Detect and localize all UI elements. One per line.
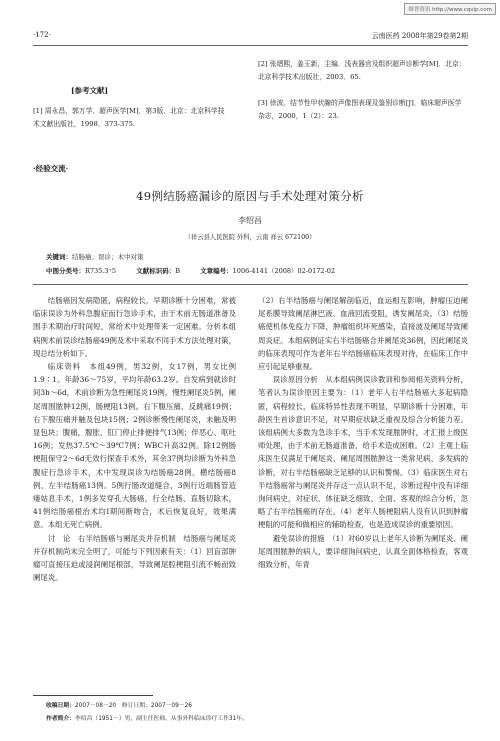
body-column-right	[258, 294, 468, 571]
meta-rule	[33, 284, 468, 285]
footnote-author	[46, 713, 248, 722]
footnote-author-text: 李绍昌（1951－）男，副主任医师，从事外科临床诊疗工作31年。	[75, 716, 248, 722]
reference-1: [1] 周永昌，郭万学．超声医学[M]．第3版．北京：北京科学技术文献出版社，1998．373-375.	[33, 107, 225, 128]
reference-2: [2] 张缙熙，姜玉新，主编．浅表器官及组织超声诊断学[M]．北京：北京科学技术出版社，2003．65.	[258, 60, 466, 81]
header-rule	[33, 45, 468, 46]
doc-code-label: 文献标识码：	[136, 267, 176, 275]
article-number: 1006-4141（2008）02-0172-02	[232, 267, 335, 275]
paragraph-clinical-data: 临床资料 本组49例，男32例，女17例，男女比例1.9∶1。年龄36～75岁，平均年龄63.2岁。自发病到就诊时间3h～6d，术前诊断为急性阑尾炎19例，慢性阑尾炎5例，阑尾周围脓肿12例，肠梗阻13例。右下腹压痛、反跳痛19例；右下腹压痛并触及包块15例；2例诊断慢性阑尾炎，未触及明显包块；腹痛，腹胀、肛门停止排便排气13例；伴恶心、呕吐16例；发热37.5℃～39℃7例；WBC升高32例。除12例肠梗阻保守2～6d无效行探查手术外，其余37例均诊断为外科急腹症行急诊手术，术中发现误诊为结肠癌28例、横结肠癌8例、左半结肠癌13例。5例行肠改道缝合，3例行近端肠管造瘘姑息手术，1例多发穿孔大肠癌，行全结肠、直肠切除术，41例结肠癌根治术均Ⅰ期间断吻合，术后恢复良好，效果满意。本组无死亡病例。	[33, 362, 236, 530]
doc-code: B	[175, 267, 181, 275]
section-label: ·经验交流·	[33, 164, 69, 173]
footnote-received-text: 2007－08－20 修订日期：2007－09－26	[75, 703, 192, 709]
references-heading: [参考文献]	[71, 86, 109, 95]
paragraph-misdiagnosis-causes: 误诊原因分析 从本组病例误诊教训和参阅相关资料分析，笔者认为误诊原因主要为：（1）老年人右半结肠癌大多起病隐匿，病程较长，临床特异性表现不明显，早期诊断十分困难，年龄医生首诊意识不足，对早期症状缺乏重视及综合分析能力差。该组病例大多数为急诊手术，当手术发现脓肿时，才汇报上级医师处理，由于术前无肠道准备，给手术造成困难。（2）主观上临床医生仅满足于阑尾炎、阑尾周围脓肿这一类常见病、多发病的诊断，对右半结肠癌缺乏足够的认识和警惕。（3）临床医生对右半结肠癌常与阑尾炎并存这一点认识不足，诊断过程中没有详细询问病史，对症状、体征缺乏细致、全面、客观的综合分析，忽略了右半结肠癌的存在。（4）老年人肠梗阻病人没有认识到肿瘤梗阻的可能和做相应的辅助检查，也是造成误诊的重要原因。	[258, 375, 468, 530]
keywords: 结肠癌；误诊；术中对策	[72, 253, 144, 261]
watermark: 维普资讯 http://www.cqvip.com	[404, 3, 496, 15]
journal-header: 云南医药 2008年第29卷第2期	[371, 32, 468, 40]
paragraph-prevention: 避免误诊的措施 （1）对60岁以上老年人诊断为阑尾炎、阑尾周围脓肿的病人，要详细询问病史，认真全面体格检查，客观细致分析，年青	[258, 533, 468, 570]
page-number: ·172·	[33, 31, 51, 39]
clc-number: R735.3⁺5	[85, 267, 117, 275]
paragraph-discussion: 讨 论 右半结肠癌与阑尾炎并存机制 结肠癌与阑尾炎并存机制尚未完全明了，可能与下列因素有关：（1）回盲部肿瘤可直接压迫或浸润阑尾根部，导致阑尾腔梗阻引流不畅而致阑尾炎。	[33, 533, 236, 583]
body-column-left	[33, 294, 236, 584]
keywords-line	[46, 252, 144, 261]
clc-label: 中图分类号：	[46, 267, 85, 275]
keywords-label: 关键词：	[46, 253, 72, 261]
footnote-author-label: 作者简介：	[46, 716, 75, 722]
footnote-received	[46, 700, 192, 709]
footnote-received-label: 收稿日期：	[46, 703, 75, 709]
footnote-rule	[33, 695, 153, 696]
article-author: 李绍昌	[238, 216, 262, 225]
classification-line	[46, 266, 466, 275]
article-title: 49例结肠癌漏诊的原因与手术处理对策分析	[136, 189, 364, 203]
reference-3: [3] 徐波．结节性甲状腺的声像图表现及鉴别诊断[J]．临床超声医学杂志，2000，1（2）：23.	[258, 99, 462, 120]
paragraph-mechanism: （2）右半结肠癌与阑尾解剖临近，血运相互影响，肿瘤压迫阑尾系膜导致阑尾淋巴液、血液回流受阻，诱发阑尾炎。（3）结肠癌使机体免疫力下降，肿瘤组织坏死感染，直接波及阑尾导致阑周炎症。本组病例证实右半结肠癌合并阑尾炎36例，因此阑尾炎的临床表现可作为老年右半结肠癌临床表现对待，在临床工作中应引起足够重视。	[258, 296, 468, 372]
paragraph-intro: 结肠癌因发病隐匿，病程较长，早期诊断十分困难，常被临床误诊为外科急腹症而行急诊手术，由于术前无肠道准备及围手术期治疗时间短，常给术中处理带来一定困难。分析本组病例术前误诊结肠癌49例及术中采取不同手术方法处理对策，现总结分析如下。	[33, 296, 236, 358]
author-affiliation: （祥云县人民医院 外科，云南 祥云 672100）	[184, 234, 316, 241]
article-no-label: 文章编号：	[200, 267, 233, 275]
